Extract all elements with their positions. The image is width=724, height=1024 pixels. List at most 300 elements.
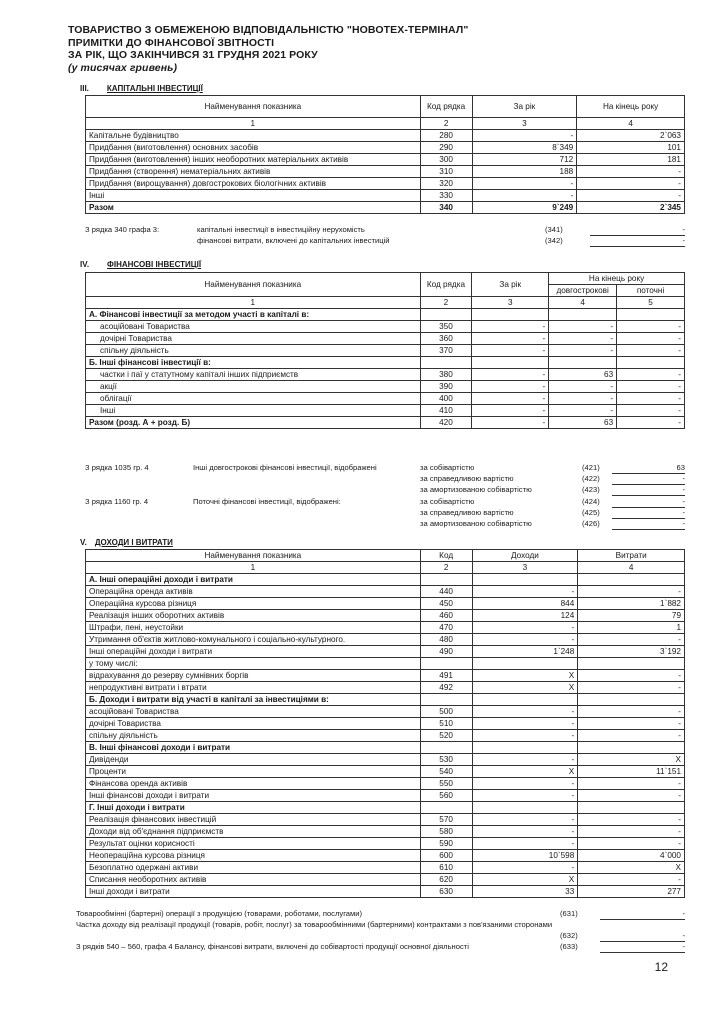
row-value: -	[617, 381, 685, 393]
row-value: 1	[578, 622, 685, 634]
row-code: 360	[420, 333, 472, 345]
row-code: 530	[420, 754, 472, 766]
note-value: -	[612, 508, 685, 519]
row-value: -	[577, 178, 685, 190]
row-label: дочірні Товариства	[86, 718, 421, 730]
row-code: 310	[420, 166, 472, 178]
row-label: Фінансова оренда активів	[86, 778, 421, 790]
table-row	[86, 333, 685, 345]
row-label: дочірні Товариства	[86, 333, 421, 345]
row-code: 540	[420, 766, 472, 778]
row-code: 400	[420, 393, 472, 405]
table-row	[86, 658, 685, 670]
row-label: Придбання (виготовлення) основних засобів	[86, 142, 421, 154]
income-expenses-table	[85, 549, 685, 898]
page-number: 12	[654, 960, 668, 974]
note-text: З рядків 540 – 560, графа 4 Балансу, фінансові витрати, включені до собівартості продукції основної діяльності	[76, 942, 469, 951]
col-subheader: довгострокові	[549, 285, 617, 297]
row-value: -	[617, 405, 685, 417]
row-label: Інші фінансові доходи і витрати	[86, 790, 421, 802]
row-label: Списання необоротних активів	[86, 874, 421, 886]
table-row	[86, 826, 685, 838]
empty-cell	[617, 309, 685, 321]
row-value: -	[472, 826, 578, 838]
table-row	[86, 598, 685, 610]
row-label: у тому числі:	[86, 658, 421, 670]
row-value: -	[577, 190, 685, 202]
row-value: -	[578, 790, 685, 802]
note-value: -	[590, 236, 685, 247]
table-row	[86, 862, 685, 874]
row-code: 440	[420, 586, 472, 598]
document-header	[68, 24, 468, 74]
col-number: 1	[86, 297, 421, 309]
row-value: -	[472, 778, 578, 790]
sec4-num: IV.	[80, 260, 90, 269]
row-value	[472, 802, 578, 814]
row-code: 380	[420, 369, 472, 381]
row-value: 33	[472, 886, 578, 898]
row-label: асоційовані Товариства	[86, 706, 421, 718]
note-text: Товарообмінні (бартерні) операції з продукцією (товарами, роботами, послугами)	[76, 909, 363, 918]
col-number: 3	[472, 118, 577, 130]
row-label: Інші	[86, 190, 421, 202]
note-value: -	[600, 942, 685, 953]
note-text: за амортизованою собівартістю	[420, 519, 532, 528]
table-row	[86, 778, 685, 790]
group-label: Б. Інші фінансові інвестиції в:	[86, 357, 421, 369]
row-value: -	[472, 178, 577, 190]
row-label: Операційна оренда активів	[86, 586, 421, 598]
col-number: 4	[578, 562, 685, 574]
row-value: -	[472, 862, 578, 874]
table-row	[86, 730, 685, 742]
row-value: -	[472, 634, 578, 646]
col-header: Найменування показника	[86, 550, 421, 562]
row-value: X	[472, 766, 578, 778]
col-subheader: поточні	[617, 285, 685, 297]
table-row	[86, 646, 685, 658]
row-code: 460	[420, 610, 472, 622]
group-row	[86, 309, 685, 321]
sec4-note1-label: З рядка 1035 гр. 4	[85, 463, 149, 472]
note-text: за справедливою вартістю	[420, 474, 514, 483]
row-code: 520	[420, 730, 472, 742]
table-row	[86, 154, 685, 166]
row-value: -	[472, 393, 549, 405]
doc-period: ЗА РІК, ЩО ЗАКІНЧИВСЯ 31 ГРУДНЯ 2021 РОКУ	[68, 49, 318, 61]
row-value: -	[578, 634, 685, 646]
row-value	[472, 742, 578, 754]
row-code: 450	[420, 598, 472, 610]
row-value: X	[472, 670, 578, 682]
col-header: Код рядка	[420, 96, 472, 118]
note-code: (424)	[582, 497, 600, 506]
row-value: 712	[472, 154, 577, 166]
row-code: 600	[420, 850, 472, 862]
total-code: 420	[420, 417, 472, 429]
row-value	[472, 574, 578, 586]
sec4-note2-desc: Поточні фінансові інвестиції, відображені:	[193, 497, 341, 506]
col-header: Найменування показника	[86, 273, 421, 297]
row-label: частки і паї у статутному капіталі інших підприємств	[86, 369, 421, 381]
row-value	[472, 658, 578, 670]
row-code	[420, 802, 472, 814]
table-row	[86, 754, 685, 766]
row-value: -	[578, 682, 685, 694]
total-row	[86, 202, 685, 214]
row-value	[578, 574, 685, 586]
row-code: 570	[420, 814, 472, 826]
sec5-num: V.	[80, 538, 87, 547]
row-value: -	[472, 730, 578, 742]
row-value: -	[472, 345, 549, 357]
group-label: Г. Інші доходи і витрати	[86, 802, 421, 814]
note-code: (631)	[560, 909, 578, 918]
sec3-title	[80, 84, 203, 93]
row-code: 630	[420, 886, 472, 898]
row-code: 620	[420, 874, 472, 886]
row-value: -	[617, 321, 685, 333]
row-label: Інші операційні доходи і витрати	[86, 646, 421, 658]
row-value: -	[578, 586, 685, 598]
row-value: -	[472, 369, 549, 381]
group-label: А. Фінансові інвестиції за методом участі в капіталі в:	[86, 309, 421, 321]
empty-cell	[420, 309, 472, 321]
group-label: В. Інші фінансові доходи і витрати	[86, 742, 421, 754]
empty-cell	[420, 357, 472, 369]
note-text: за справедливою вартістю	[420, 508, 514, 517]
sec3-num: III.	[80, 84, 89, 93]
empty-cell	[472, 357, 549, 369]
row-value: -	[472, 130, 577, 142]
table-row	[86, 345, 685, 357]
row-value: -	[549, 393, 617, 405]
row-label: спільну діяльність	[86, 730, 421, 742]
table-row	[86, 622, 685, 634]
table-row	[86, 369, 685, 381]
sec4-note1-desc: Інші довгострокові фінансові інвестиції, відображені	[193, 463, 377, 472]
row-label: Проценти	[86, 766, 421, 778]
row-value	[472, 694, 578, 706]
row-label: Дивіденди	[86, 754, 421, 766]
financial-investments-table	[85, 272, 685, 429]
sec4-title	[80, 260, 201, 269]
group-label: Б. Доходи і витрати від участі в капіталі за інвестиціями в:	[86, 694, 421, 706]
table-row	[86, 130, 685, 142]
note-value: -	[590, 225, 685, 236]
row-value: -	[578, 778, 685, 790]
note-code: (426)	[582, 519, 600, 528]
row-value: -	[578, 670, 685, 682]
row-value: -	[578, 706, 685, 718]
note-code: (341)	[545, 225, 563, 234]
row-code: 350	[420, 321, 472, 333]
row-value: -	[549, 381, 617, 393]
note-code: (425)	[582, 508, 600, 517]
row-value: 181	[577, 154, 685, 166]
group-row	[86, 742, 685, 754]
row-code	[420, 574, 472, 586]
row-value: -	[617, 345, 685, 357]
row-code: 492	[420, 682, 472, 694]
col-header: Код рядка	[420, 273, 472, 297]
note-code: (421)	[582, 463, 600, 472]
row-value: 1`882	[578, 598, 685, 610]
row-code: 580	[420, 826, 472, 838]
table-row	[86, 142, 685, 154]
col-number: 2	[420, 562, 472, 574]
total-code: 340	[420, 202, 472, 214]
row-label: Доходи від об'єднання підприємств	[86, 826, 421, 838]
row-value: 79	[578, 610, 685, 622]
row-value: -	[578, 874, 685, 886]
row-label: Інші доходи і витрати	[86, 886, 421, 898]
col-number: 5	[617, 297, 685, 309]
table-row	[86, 393, 685, 405]
row-label: акції	[86, 381, 421, 393]
row-value: -	[617, 393, 685, 405]
sec5-title-text: ДОХОДИ І ВИТРАТИ	[94, 538, 173, 547]
table-row	[86, 610, 685, 622]
row-value: -	[549, 321, 617, 333]
row-value: -	[578, 814, 685, 826]
table-row	[86, 850, 685, 862]
note-code: (342)	[545, 236, 563, 245]
row-label: Придбання (вирощування) довгострокових біологічних активів	[86, 178, 421, 190]
row-value: -	[472, 838, 578, 850]
row-code	[420, 658, 472, 670]
row-value: -	[578, 730, 685, 742]
group-row	[86, 574, 685, 586]
row-value: -	[472, 814, 578, 826]
table-row	[86, 670, 685, 682]
row-value: -	[617, 369, 685, 381]
table-row	[86, 706, 685, 718]
row-value: 3`192	[578, 646, 685, 658]
row-label: відрахування до резерву сумнівних боргів	[86, 670, 421, 682]
group-row	[86, 802, 685, 814]
unit-label: (у тисячах гривень)	[68, 61, 178, 74]
row-label: Реалізація інших оборотних активів	[86, 610, 421, 622]
table-row	[86, 766, 685, 778]
note-value: -	[612, 474, 685, 485]
note-text: за амортизованою собівартістю	[420, 485, 532, 494]
table-row	[86, 886, 685, 898]
row-value	[578, 658, 685, 670]
row-code: 560	[420, 790, 472, 802]
note-text: за собівартістю	[420, 463, 475, 472]
row-value: -	[578, 826, 685, 838]
col-number: 3	[472, 562, 578, 574]
row-value: -	[472, 706, 578, 718]
col-header: На кінець року	[549, 273, 685, 285]
row-value: 188	[472, 166, 577, 178]
row-value: 277	[578, 886, 685, 898]
note-value: -	[600, 909, 685, 920]
row-code: 590	[420, 838, 472, 850]
row-code: 300	[420, 154, 472, 166]
note-code: (632)	[560, 931, 578, 940]
sec3-note-label: З рядка 340 графа 3:	[85, 225, 160, 234]
row-code: 610	[420, 862, 472, 874]
row-value: 63	[549, 369, 617, 381]
row-code: 330	[420, 190, 472, 202]
sec5-title	[80, 538, 173, 547]
row-value	[578, 742, 685, 754]
row-value: -	[617, 333, 685, 345]
empty-cell	[549, 309, 617, 321]
row-code: 491	[420, 670, 472, 682]
col-header: Витрати	[578, 550, 685, 562]
row-code: 280	[420, 130, 472, 142]
sec3-title-text: КАПІТАЛЬНІ ІНВЕСТИЦІЇ	[106, 84, 203, 93]
table-row	[86, 790, 685, 802]
note-value: -	[600, 931, 685, 942]
note-code: (633)	[560, 942, 578, 951]
row-code: 370	[420, 345, 472, 357]
row-label: асоційовані Товариства	[86, 321, 421, 333]
row-value: -	[472, 381, 549, 393]
col-header: Найменування показника	[86, 96, 421, 118]
row-value: -	[549, 405, 617, 417]
total-value: -	[617, 417, 685, 429]
sec4-title-text: ФІНАНСОВІ ІНВЕСТИЦІЇ	[107, 260, 202, 269]
total-row	[86, 417, 685, 429]
row-value: 124	[472, 610, 578, 622]
row-value: -	[472, 622, 578, 634]
row-code: 410	[420, 405, 472, 417]
row-value: -	[472, 586, 578, 598]
table-row	[86, 178, 685, 190]
col-number: 2	[420, 118, 472, 130]
group-row	[86, 357, 685, 369]
table-row	[86, 838, 685, 850]
row-value: 8`349	[472, 142, 577, 154]
col-header: За рік	[472, 273, 549, 297]
row-code: 390	[420, 381, 472, 393]
empty-cell	[549, 357, 617, 369]
row-label: облігації	[86, 393, 421, 405]
row-code: 320	[420, 178, 472, 190]
col-number: 4	[577, 118, 685, 130]
col-number: 4	[549, 297, 617, 309]
note-code: (422)	[582, 474, 600, 483]
note-value: -	[612, 497, 685, 508]
capital-investments-table	[85, 95, 685, 214]
total-value: 9`249	[472, 202, 577, 214]
total-label: Разом (розд. А + розд. Б)	[86, 417, 421, 429]
total-value: 63	[549, 417, 617, 429]
row-label: Інші	[86, 405, 421, 417]
doc-title: ПРИМІТКИ ДО ФІНАНСОВОЇ ЗВІТНОСТІ	[68, 36, 275, 49]
table-row	[86, 321, 685, 333]
note-value: -	[612, 485, 685, 496]
empty-cell	[617, 357, 685, 369]
row-value: -	[549, 333, 617, 345]
table-row	[86, 381, 685, 393]
row-label: Реалізація фінансових інвестицій	[86, 814, 421, 826]
row-value	[578, 694, 685, 706]
table-row	[86, 586, 685, 598]
table-row	[86, 190, 685, 202]
row-value: -	[472, 405, 549, 417]
row-value: 101	[577, 142, 685, 154]
note-text: за собівартістю	[420, 497, 475, 506]
row-value: 1`248	[472, 646, 578, 658]
col-number: 1	[86, 562, 421, 574]
row-code: 290	[420, 142, 472, 154]
table-row	[86, 405, 685, 417]
row-value: 2`063	[577, 130, 685, 142]
row-value: X	[472, 682, 578, 694]
col-header: Код	[420, 550, 472, 562]
row-code	[420, 742, 472, 754]
row-label: Результат оцінки корисності	[86, 838, 421, 850]
row-value: -	[472, 718, 578, 730]
total-value: 2`345	[577, 202, 685, 214]
row-value: -	[578, 838, 685, 850]
col-header: Доходи	[472, 550, 578, 562]
col-header: На кінець року	[577, 96, 685, 118]
row-code: 500	[420, 706, 472, 718]
row-value: -	[472, 790, 578, 802]
row-value: 844	[472, 598, 578, 610]
table-row	[86, 634, 685, 646]
row-label: Капітальне будівництво	[86, 130, 421, 142]
row-value: -	[549, 345, 617, 357]
row-label: Операційна курсова різниця	[86, 598, 421, 610]
group-label: А. Інші операційні доходи і витрати	[86, 574, 421, 586]
total-value: -	[472, 417, 549, 429]
table-row	[86, 166, 685, 178]
row-value: X	[578, 754, 685, 766]
row-code	[420, 694, 472, 706]
row-label: Придбання (виготовлення) інших необоротних матеріальних активів	[86, 154, 421, 166]
row-value: 4`000	[578, 850, 685, 862]
row-label: Придбання (створення) нематеріальних активів	[86, 166, 421, 178]
row-value: -	[472, 754, 578, 766]
row-code: 490	[420, 646, 472, 658]
note-text: капітальні інвестиції в інвестиційну нерухомість	[197, 225, 365, 234]
col-number: 2	[420, 297, 472, 309]
sec4-note2-label: З рядка 1160 гр. 4	[85, 497, 149, 506]
col-header: За рік	[472, 96, 577, 118]
row-value	[578, 802, 685, 814]
total-label: Разом	[86, 202, 421, 214]
row-label: Утримання об'єктів житлово-комунального і соціально-культурного.	[86, 634, 421, 646]
row-value: -	[472, 333, 549, 345]
table-row	[86, 814, 685, 826]
note-text: фінансові витрати, включені до капітальних інвестицій	[197, 236, 390, 245]
row-code: 470	[420, 622, 472, 634]
note-value: -	[612, 519, 685, 530]
col-number: 3	[472, 297, 549, 309]
company-name: ТОВАРИСТВО З ОБМЕЖЕНОЮ ВІДПОВІДАЛЬНІСТЮ "НОВОТЕХ-ТЕРМІНАЛ"	[68, 24, 469, 36]
row-value: -	[578, 718, 685, 730]
row-value: 11`151	[578, 766, 685, 778]
row-code: 550	[420, 778, 472, 790]
row-value: X	[472, 874, 578, 886]
table-row	[86, 718, 685, 730]
table-row	[86, 874, 685, 886]
row-value: -	[472, 190, 577, 202]
row-code: 480	[420, 634, 472, 646]
row-value: -	[472, 321, 549, 333]
row-code: 510	[420, 718, 472, 730]
row-label: Неопераційна курсова різниця	[86, 850, 421, 862]
row-value: 10`598	[472, 850, 578, 862]
